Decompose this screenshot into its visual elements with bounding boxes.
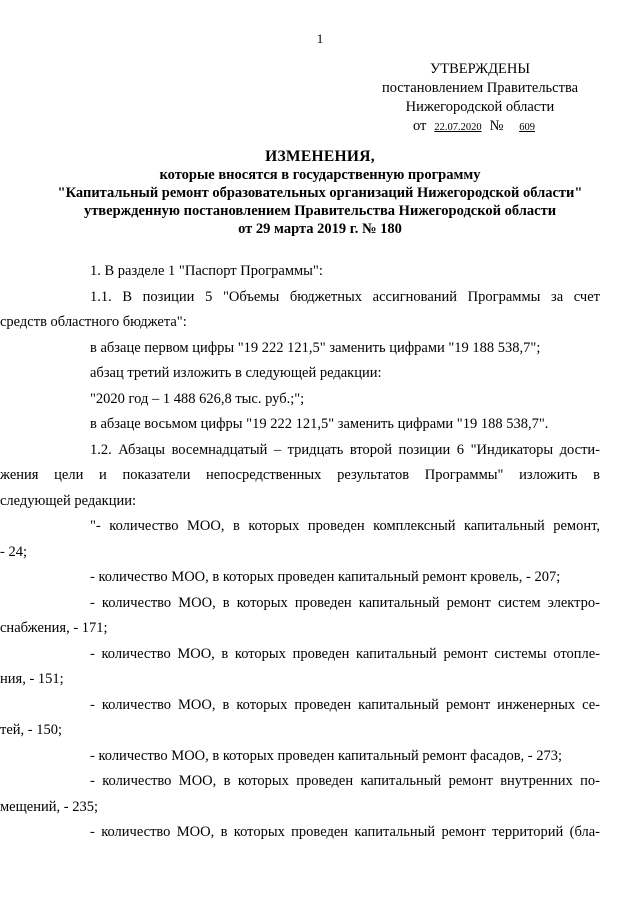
paragraph-third-abzac: абзац третий изложить в следующей редакции: <box>90 365 382 381</box>
paragraph-1-1-end: средств областного бюджета": <box>0 314 187 330</box>
list-item-7-line-1: - количество МОО, в которых проведен капитальный ремонт внутренних по- <box>90 773 600 789</box>
from-label: от <box>412 118 427 134</box>
title-line-4: утвержденную постановлением Правительства Нижегородской области <box>83 203 557 219</box>
title-line-2: которые вносятся в государственную программу <box>159 167 481 183</box>
list-item-3-line-2: снабжения, - 171; <box>0 620 108 636</box>
list-item-4-line-2: ния, - 151; <box>0 671 64 687</box>
document-title <box>40 148 600 238</box>
paragraph-1-2-line-3: следующей редакции: <box>0 492 137 509</box>
paragraph-1: 1. В разделе 1 "Паспорт Программы": <box>90 263 323 279</box>
paragraph-1-1-start: 1.1. В позиции 5 "Объемы бюджетных ассигнований Программы за счет <box>90 288 600 305</box>
list-item-7-line-2: мещений, - 235; <box>0 798 98 815</box>
list-item-4-line-1: - количество МОО, в которых проведен капитальный ремонт системы отопле- <box>90 645 600 662</box>
list-item-2: - количество МОО, в которых проведен капитальный ремонт кровель, - 207; <box>90 569 561 585</box>
list-item-5-line-2: тей, - 150; <box>0 722 63 738</box>
number-label: № <box>489 118 504 134</box>
page-number: 1 <box>316 31 324 46</box>
list-item-5-line-1: - количество МОО, в которых проведен капитальный ремонт инженерных се- <box>90 696 600 713</box>
document-body <box>0 259 600 846</box>
list-item-1-line-1: "- количество МОО, в которых проведен комплексный капитальный ремонт, <box>90 518 600 534</box>
paragraph-eighth-abzac: в абзаце восьмом цифры "19 222 121,5" заменить цифрами "19 188 538,7". <box>90 416 549 432</box>
paragraph-first-abzac: в абзаце первом цифры "19 222 121,5" заменить цифрами "19 188 538,7"; <box>90 339 541 356</box>
title-line-3: "Капитальный ремонт образовательных организаций Нижегородской области" <box>57 185 583 201</box>
title-main: ИЗМЕНЕНИЯ, <box>265 148 375 165</box>
paragraph-1-2-line-1: 1.2. Абзацы восемнадцатый – тридцать второй позиции 6 "Индикаторы дости- <box>90 441 600 458</box>
approval-stamp <box>370 60 590 137</box>
paragraph-1-2-line-2: жения цели и показатели непосредственных результатов Программы" изложить в <box>0 467 600 483</box>
list-item-8-line-1: - количество МОО, в которых проведен капитальный ремонт территорий (бла- <box>90 824 600 840</box>
approval-line-3: Нижегородской области <box>405 99 555 115</box>
approval-date: 22.07.2020 <box>434 122 482 133</box>
approval-line-2: постановлением Правительства <box>381 80 579 96</box>
paragraph-2020-sum: "2020 год – 1 488 626,8 тыс. руб.;"; <box>90 390 305 407</box>
title-line-5: от 29 марта 2019 г. № 180 <box>238 221 402 237</box>
list-item-1-line-2: - 24; <box>0 543 27 560</box>
approval-date-line <box>370 117 590 137</box>
approval-number: 609 <box>519 122 535 133</box>
approval-heading: УТВЕРЖДЕНЫ <box>429 61 531 77</box>
list-item-3-line-1: - количество МОО, в которых проведен капитальный ремонт систем электро- <box>90 594 600 611</box>
list-item-6: - количество МОО, в которых проведен капитальный ремонт фасадов, - 273; <box>90 747 563 764</box>
